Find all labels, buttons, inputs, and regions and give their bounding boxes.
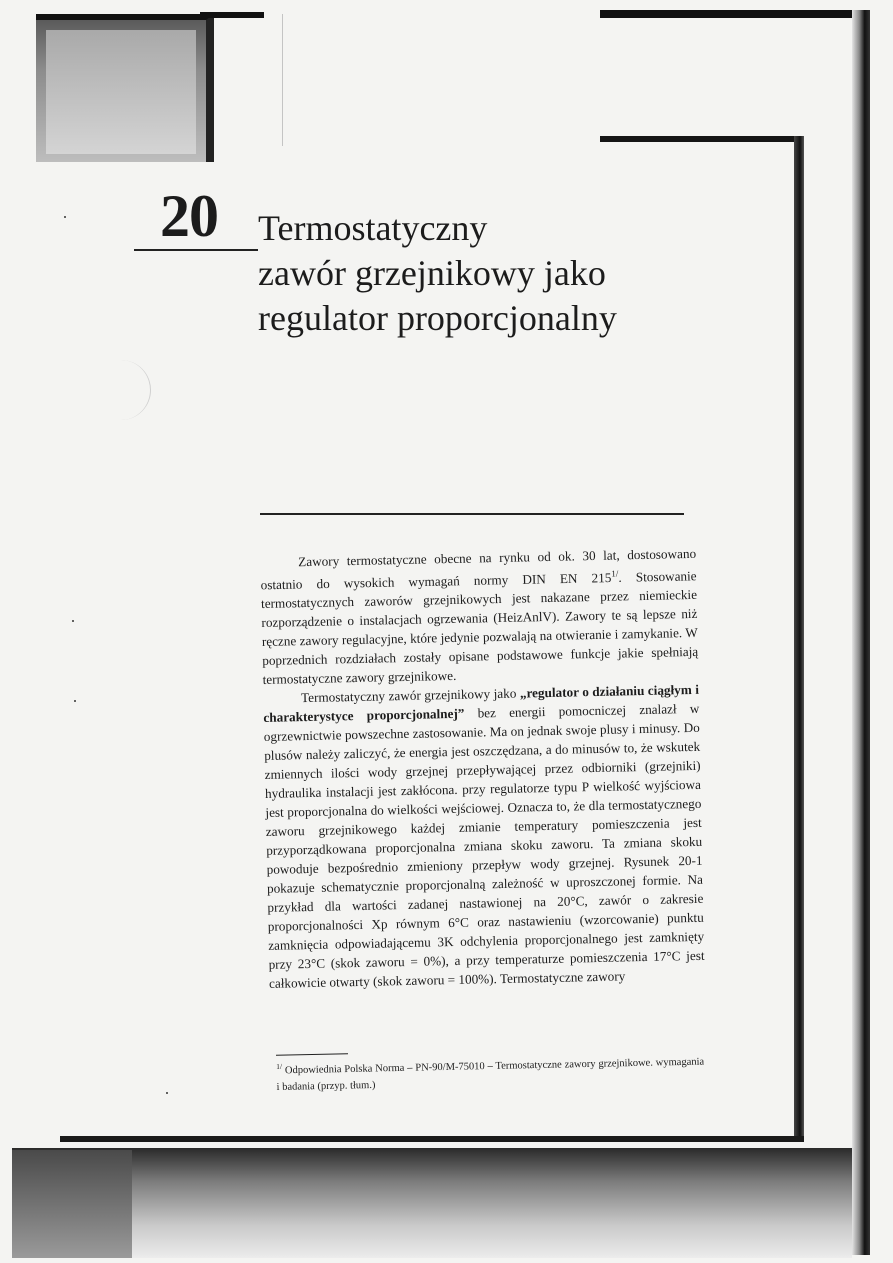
footnote-marker: 1/ — [276, 1061, 283, 1071]
scan-artifact-top-left — [36, 14, 214, 162]
paragraph-1-text-a: Zawory termostatyczne obecne na rynku od ok. 30 lat, dostosowano ostatnio do wysokich wymagań normy DIN EN 215 — [260, 545, 697, 593]
paragraph-1-text-b: . Stosowanie termostatycznych zaworów grzejnikowych jest nakazane przez niemieckie rozporządzenie o instalacjach ogrzewania (HeizAnlV). Zawory te są lepsze niż ręczne zawory regulacyjne, które jedynie pozwalają na otwieranie i zamykanie. W poprzednich rozdziałach zostały opisane podstawowe funkcje jakie spełniają termostatyczne zawory grzejnikowe. — [260, 568, 699, 688]
chapter-title-line: zawór grzejnikowy jako — [258, 253, 606, 293]
page-edge-top — [600, 136, 800, 142]
scan-fold-line — [282, 14, 283, 146]
footnote-reference: 1/ — [611, 568, 619, 579]
scan-smudge — [120, 360, 151, 420]
chapter-number-rule — [134, 249, 258, 251]
paragraph-2-text-b: bez energii pomocniczej znalazł w ogrzewnictwie powszechne zastosowanie. Ma on jednak swoje plusy i minusy. Do plusów należy zaliczyć, że energia jest oszczędzana, a do minusów to, że wskutek zmiennych ilości wody grzejnej przepływającej przez odbiorniki (grzejniki) hydraulika instalacji jest zakłócona. przy regulatorze typu P wielkość wyjściowa jest proporcjonalna do wielkości wejściowej. Oznacza to, że dla termostatycznego zaworu grzejnikowego każdej zmianie temperatury pomieszczenia jest przyporządkowana proporcjonalna zmiana skoku zaworu. Ta zmiana skoku powoduje bezpośrednio zmieniony przepływ wody grzejnej. Rysunek 20-1 pokazuje schematycznie proporcjonalną zależność w uproszczonej formie. Na przykład dla wartości zadanej nastawionej na 20°C, zawór o zakresie proporcjonalności Xp równym 6°C oraz nastawieniu (wzorcowanie) punktu zamknięcia odpowiadającemu 3K odchylenia proporcjonalnego jest zamknięty przy 23°C (skok zaworu = 0%), a przy temperaturze pomieszczenia 17°C jest całkowicie otwarty (skok zaworu = 100%). Termostatyczne zawory — [263, 701, 705, 992]
paragraph-1 — [260, 544, 699, 689]
chapter-title — [258, 206, 738, 341]
scan-speck — [166, 1092, 168, 1094]
scan-speck — [74, 700, 76, 702]
paragraph-2-text-a: Termostatyczny zawór grzejnikowy jako — [300, 685, 521, 706]
scan-speck — [64, 216, 66, 218]
paragraph-2-bold-term: „regulator o działaniu ciągłym i charakterystyce proporcjonalnej” — [263, 682, 700, 726]
page-edge-bottom — [60, 1136, 804, 1142]
scan-edge-line — [600, 10, 866, 18]
scan-speck — [72, 620, 74, 622]
paragraph-2 — [263, 680, 705, 993]
body-text — [260, 544, 705, 993]
footnote-rule — [276, 1053, 348, 1056]
scan-shadow-bottom-left — [12, 1150, 132, 1258]
page-edge-right — [794, 136, 804, 1142]
footnote-text: Odpowiednia Polska Norma – PN-90/M-75010 – Termostatyczne zawory grzejnikowe. wymagania i badania (przyp. tłum.) — [276, 1056, 705, 1093]
chapter-number: 20 — [160, 183, 218, 249]
scan-right-edge — [852, 10, 870, 1255]
scan-edge-line — [200, 12, 264, 18]
section-divider — [260, 513, 684, 515]
scan-shadow-bottom — [12, 1148, 852, 1258]
footnote — [276, 1050, 705, 1095]
chapter-title-line: regulator proporcjonalny — [258, 298, 617, 338]
chapter-title-line: Termostatyczny — [258, 208, 488, 248]
